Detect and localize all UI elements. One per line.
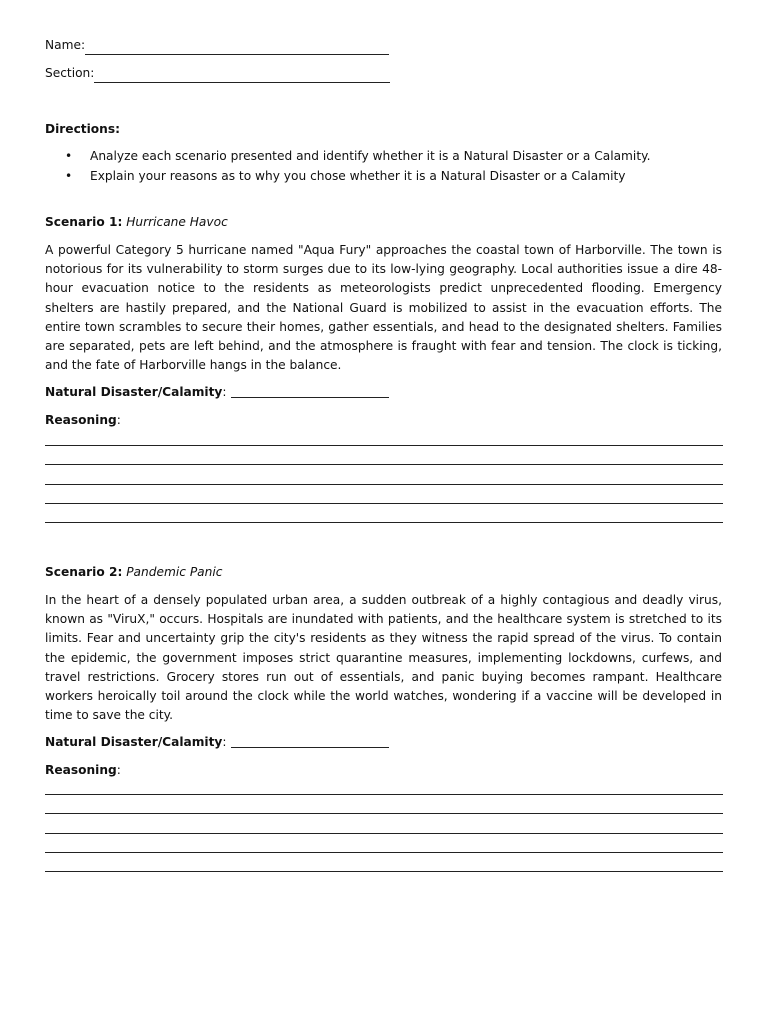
scenario-2-heading: Scenario 2: Pandemic Panic [45, 565, 223, 579]
scenario-1-body: A powerful Category 5 hurricane named "Aqua Fury" approaches the coastal town of Harborville. The town is notorious for its vulnerability to storm surges due to its low-lying geography. Local authorities issue a dire 48-hour evacuation notice to the residents as meteorologists predict unprecedented flooding. Emergency shelters are hastily prepared, and the National Guard is mobilized to assist in the evacuation efforts. The entire town scrambles to secure their homes, gather essentials, and head to the designated shelters. Families are separated, pets are left behind, and the atmosphere is fraught with fear and tension. The clock is ticking, and the fate of Harborville hangs in the balance. [45, 243, 722, 373]
scenario-2-answer-row: Natural Disaster/Calamity: [45, 733, 389, 752]
reasoning-line[interactable] [45, 794, 723, 795]
directions-heading: Directions: [45, 122, 120, 136]
scenario-2-body: In the heart of a densely populated urban area, a sudden outbreak of a highly contagious and deadly virus, known as "ViruX," occurs. Hospitals are inundated with patients, and the healthcare system is stretched to its limits. Fear and uncertainty grip the city's residents as they witness the rapid spread of the virus. To contain the epidemic, the government imposes strict quarantine measures, implementing lockdowns, curfews, and travel restrictions. Grocery stores run out of essentials, and panic buying becomes rampant. Healthcare workers heroically toil around the clock while the world watches, wondering if a vaccine will be developed in time to save the city. [45, 593, 722, 723]
scenario-1-reasoning-lines [45, 445, 723, 541]
reasoning-line[interactable] [45, 503, 723, 504]
scenario-1-reasoning-label: Reasoning: [45, 413, 121, 427]
directions-list [45, 147, 735, 186]
bullet-icon: • [65, 168, 73, 183]
reasoning-line[interactable] [45, 833, 723, 834]
reasoning-line[interactable] [45, 464, 723, 465]
scenario-2-reasoning-label: Reasoning: [45, 763, 121, 777]
name-label: Name: [45, 38, 86, 52]
section-field[interactable] [94, 68, 390, 83]
section-row [45, 64, 390, 83]
scenario-1-answer-row: Natural Disaster/Calamity: [45, 383, 389, 402]
reasoning-line[interactable] [45, 484, 723, 485]
scenario-1-heading: Scenario 1: Hurricane Havoc [45, 215, 228, 229]
reasoning-line[interactable] [45, 445, 723, 446]
name-field[interactable] [85, 40, 389, 55]
reasoning-line[interactable] [45, 871, 723, 872]
reasoning-line[interactable] [45, 813, 723, 814]
directions-item: • Explain your reasons as to why you chose whether it is a Natural Disaster or a Calamity [45, 167, 735, 187]
reasoning-line[interactable] [45, 852, 723, 853]
scenario-2-reasoning-lines [45, 794, 723, 890]
reasoning-line[interactable] [45, 522, 723, 523]
scenario-1-answer-field[interactable] [231, 384, 389, 398]
name-row [45, 36, 389, 55]
bullet-icon: • [65, 149, 73, 163]
scenario-2-answer-field[interactable] [231, 734, 389, 748]
section-label: Section: [45, 66, 95, 80]
directions-item: • Analyze each scenario presented and identify whether it is a Natural Disaster or a Calamity. [45, 147, 735, 167]
